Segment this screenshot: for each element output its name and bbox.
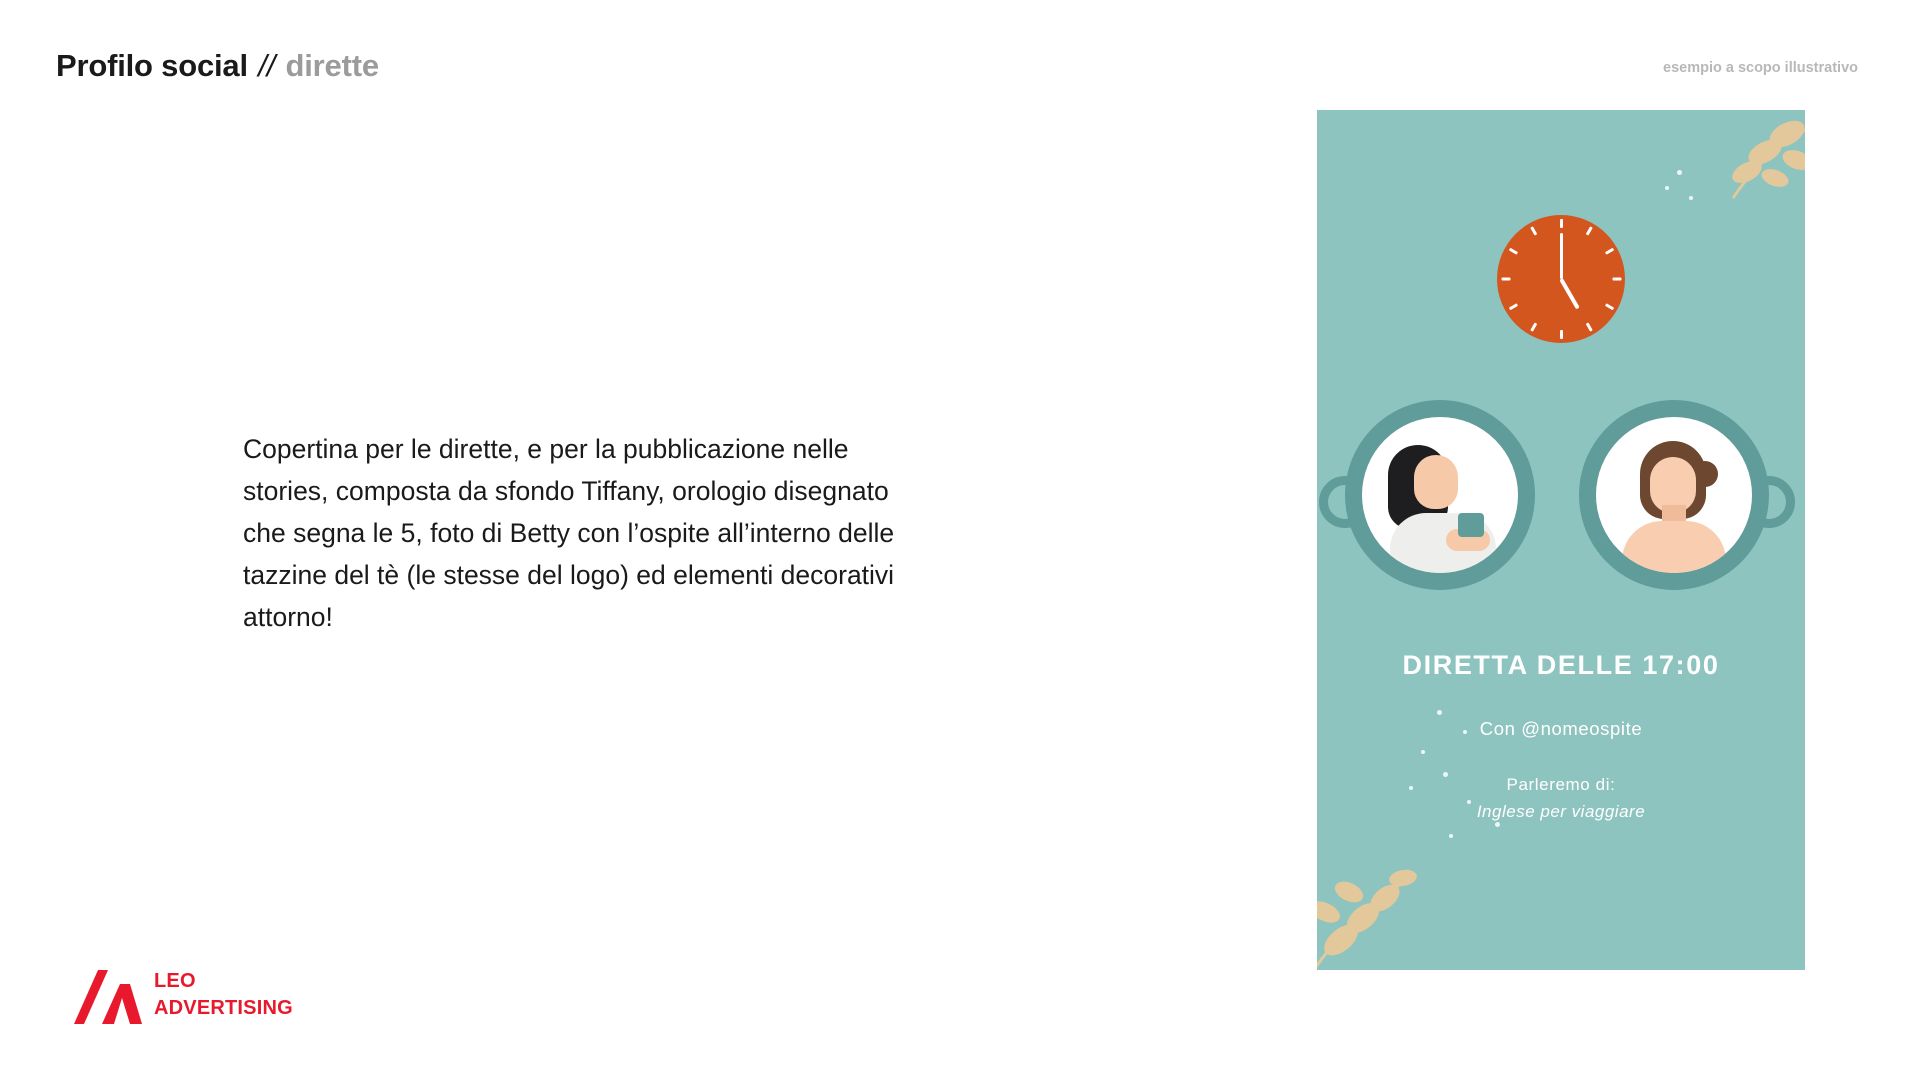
avatar-host	[1362, 417, 1518, 573]
decor-dot	[1421, 750, 1425, 754]
clock-tick	[1501, 278, 1510, 281]
page-title-separator: //	[258, 48, 276, 83]
clock-tick	[1560, 330, 1563, 339]
cup-photos	[1317, 400, 1805, 600]
story-topic-value: Inglese per viaggiare	[1476, 802, 1646, 821]
clock-icon	[1497, 215, 1625, 343]
description-paragraph: Copertina per le dirette, e per la pubblicazione nelle stories, composta da sfondo Tiffany, orologio disegnato che segna le 5, foto di Betty con l’ospite all’interno delle tazzine del tè (le stesse del logo) ed elementi decorativi attorno!	[243, 434, 895, 632]
logo-text-line2: ADVERTISING	[154, 997, 293, 1019]
leaf-branch-bottom-left-icon	[1317, 800, 1477, 970]
logo	[72, 962, 302, 1032]
story-title: DIRETTA DELLE 17:00	[1402, 650, 1720, 680]
logo-text	[154, 968, 293, 1022]
story-guest: Con @nomeospite	[1479, 718, 1643, 739]
clock-minute-hand	[1560, 233, 1563, 279]
avatar-guest-body	[1622, 521, 1726, 573]
clock-tick	[1612, 278, 1621, 281]
avatar-guest	[1596, 417, 1752, 573]
leaf-branch-top-right-icon	[1661, 116, 1805, 246]
illustrative-note: esempio a scopo illustrativo	[1663, 60, 1858, 76]
decor-dot	[1677, 170, 1682, 175]
avatar-host-face	[1414, 455, 1458, 509]
avatar-host-mug-icon	[1458, 513, 1484, 537]
page-title	[56, 48, 379, 84]
decor-dot	[1665, 186, 1669, 190]
decor-dot	[1437, 710, 1442, 715]
page-title-main: Profilo social	[56, 48, 248, 83]
decor-dot	[1689, 196, 1693, 200]
clock-tick	[1560, 219, 1563, 228]
story-mockup	[1317, 110, 1805, 970]
leo-advertising-logo-icon	[72, 968, 144, 1026]
page-title-sub: dirette	[285, 48, 379, 83]
decor-dot	[1449, 834, 1453, 838]
cup-avatar-host	[1345, 400, 1535, 590]
decor-dot	[1495, 822, 1500, 827]
logo-text-line1: LEO	[154, 970, 196, 992]
cup-avatar-guest	[1579, 400, 1769, 590]
story-topic-label: Parleremo di:	[1506, 775, 1616, 794]
